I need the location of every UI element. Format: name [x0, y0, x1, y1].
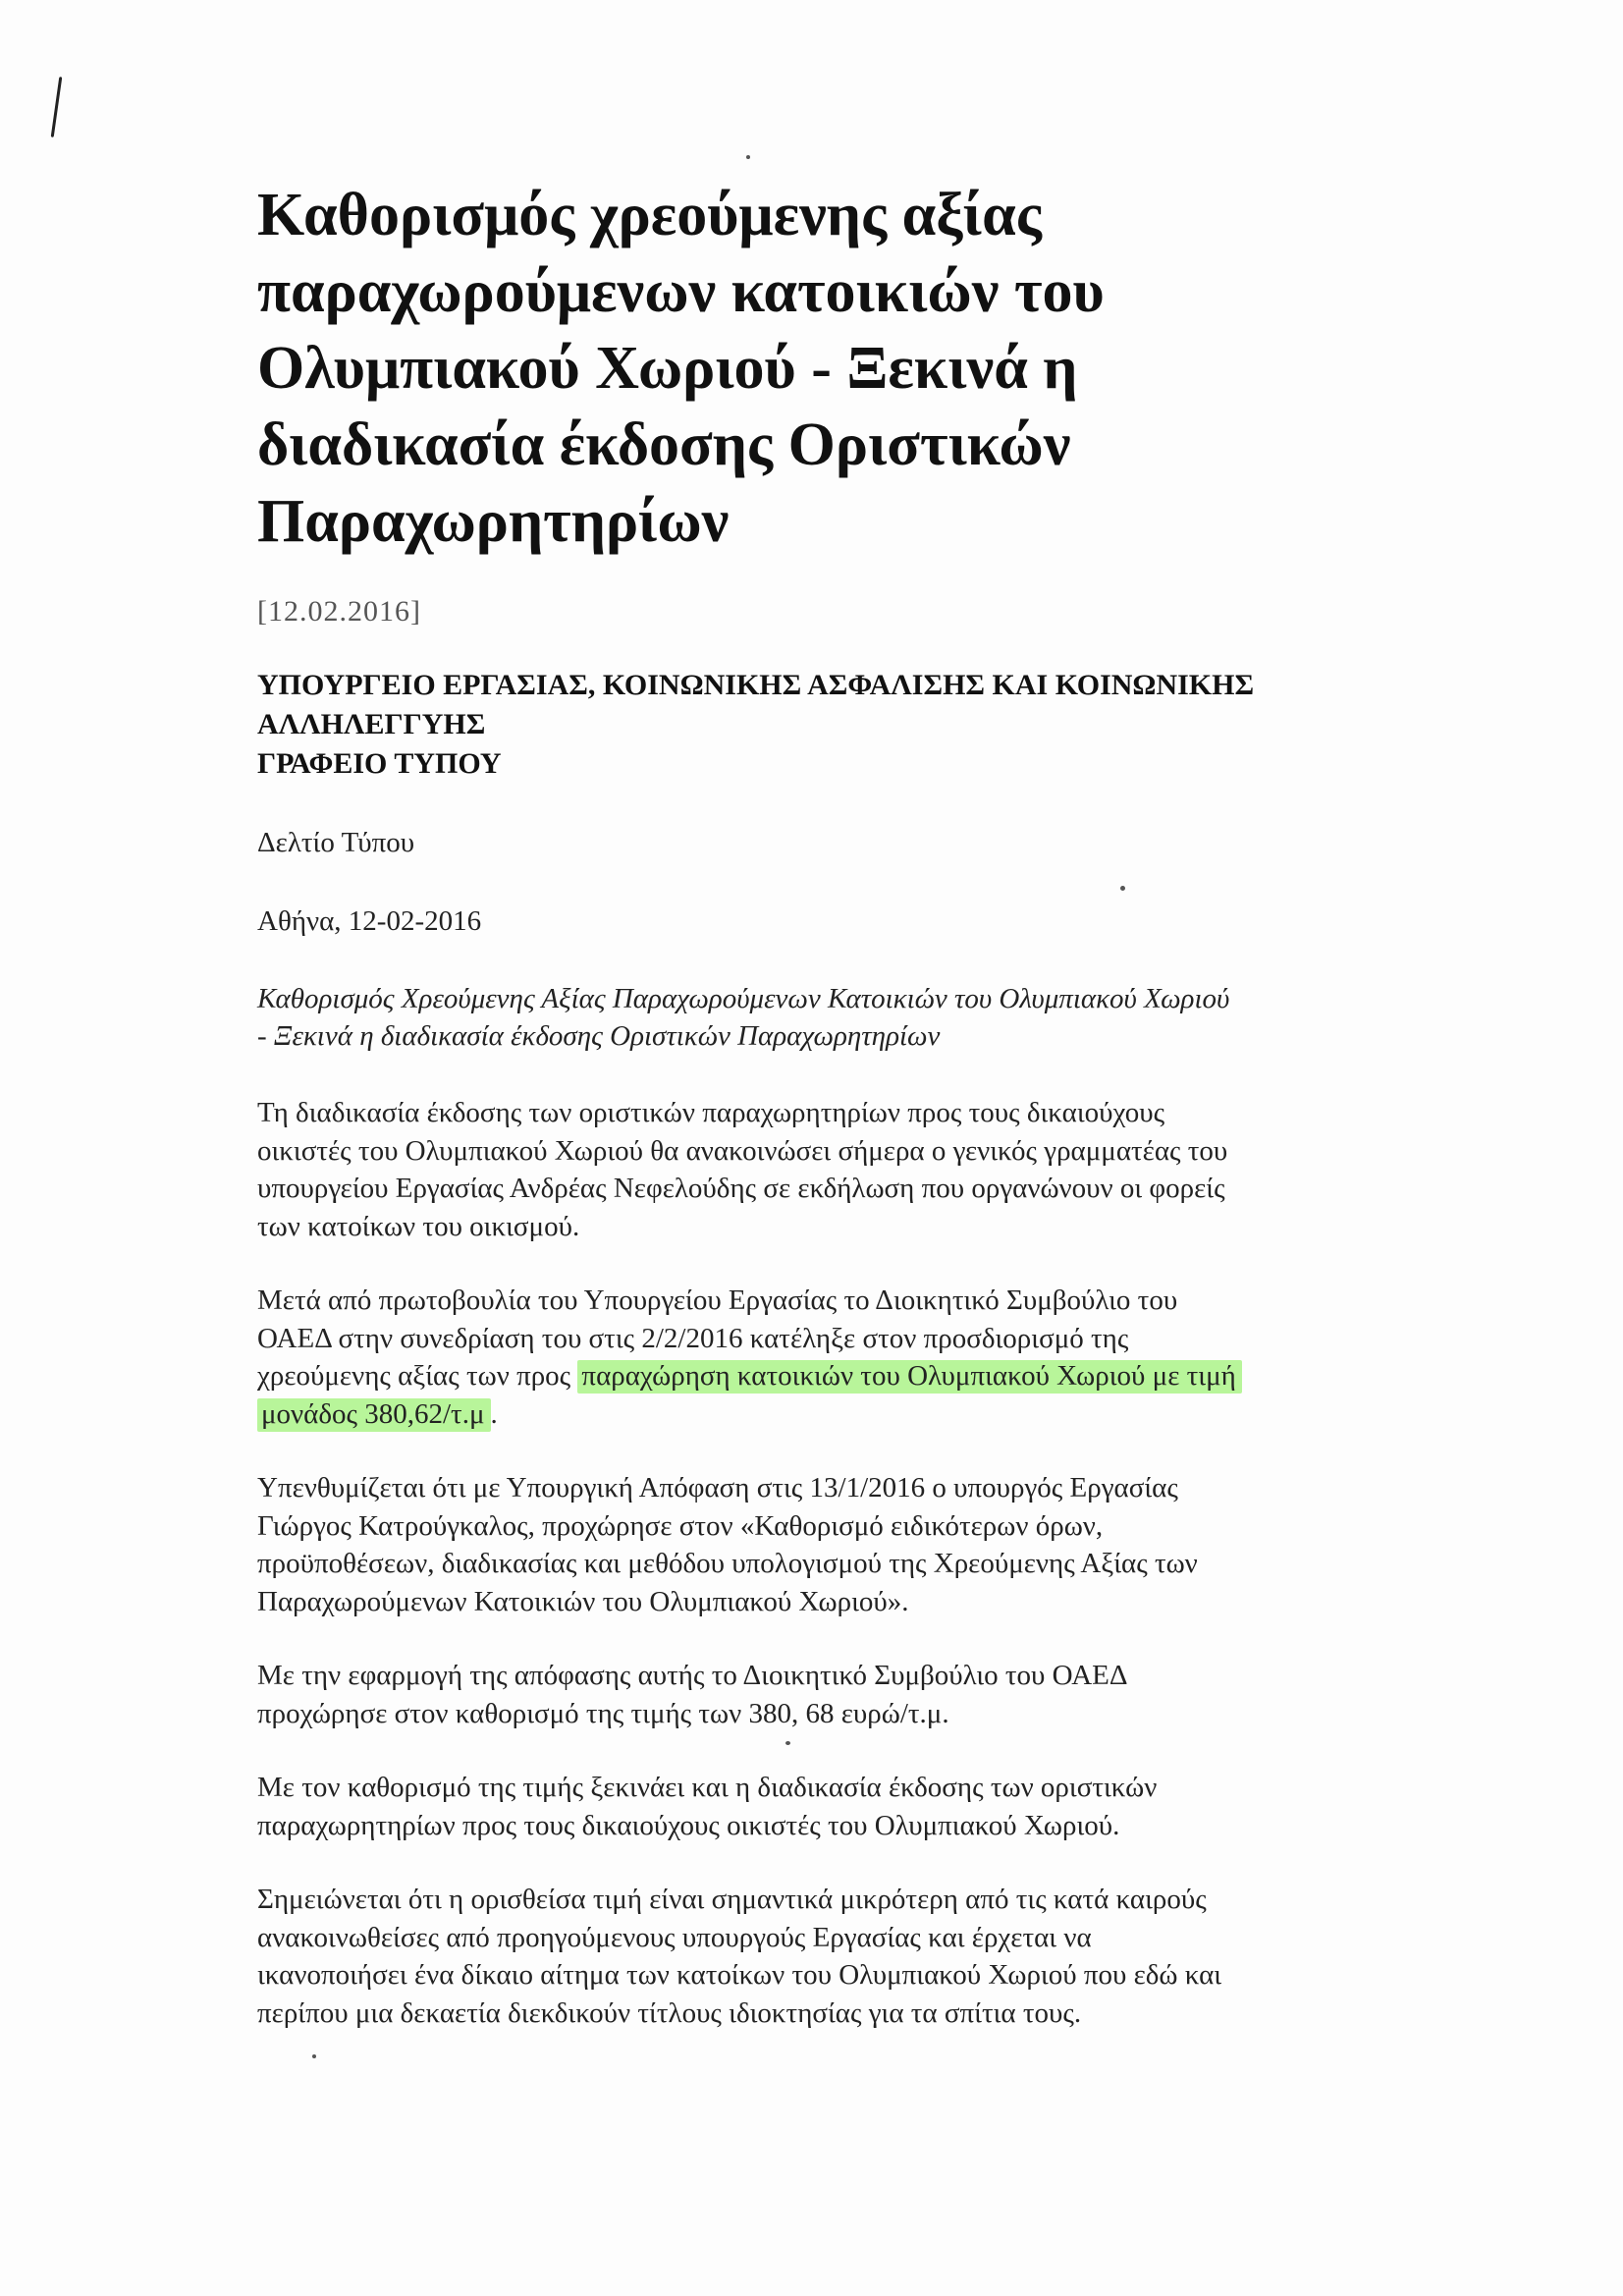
- paragraph-line: [257, 1357, 1416, 1395]
- paragraph-line: Με την εφαρμογή της απόφασης αυτής το Διοικητικό Συμβούλιο του ΟΑΕΔ: [257, 1660, 1128, 1691]
- subtitle-line: Καθορισμός Χρεούμενης Αξίας Παραχωρούμενων Κατοικιών του Ολυμπιακού Χωριού: [257, 983, 1230, 1014]
- title-line: παραχωρούμενων κατοικιών του: [257, 258, 1105, 325]
- paragraph-line: προχώρησε στον καθορισμό της τιμής των 380, 68 ευρώ/τ.μ.: [257, 1697, 949, 1729]
- publication-date: [12.02.2016]: [257, 595, 421, 628]
- plain-text: χρεούμενης αξίας των προς: [257, 1360, 578, 1392]
- plain-text: .: [490, 1397, 498, 1430]
- paragraph-4: [257, 1657, 1416, 1732]
- paragraph-line: ΟΑΕΔ στην συνεδρίαση του στις 2/2/2016 κατέληξε στον προσδιορισμό της: [257, 1322, 1129, 1354]
- paragraph-6: [257, 1881, 1416, 2032]
- scan-speck: [312, 2054, 316, 2058]
- paragraph-line: Υπενθυμίζεται ότι με Υπουργική Απόφαση στις 13/1/2016 ο υπουργός Εργασίας: [257, 1472, 1178, 1503]
- paragraph-line: ικανοποιήσει ένα δίκαιο αίτημα των κατοίκων του Ολυμπιακού Χωριού που εδώ και: [257, 1959, 1222, 1991]
- paragraph-3: [257, 1469, 1416, 1620]
- paragraph-1: [257, 1094, 1416, 1245]
- paragraph-line: [257, 1395, 1416, 1434]
- paragraph-2: [257, 1282, 1416, 1433]
- paragraph-5: [257, 1769, 1416, 1844]
- paragraph-line: προϋποθέσεων, διαδικασίας και μεθόδου υπολογισμού της Χρεούμενης Αξίας των: [257, 1548, 1198, 1579]
- document-title: [257, 177, 1416, 560]
- paragraph-line: υπουργείου Εργασίας Ανδρέας Νεφελούδης σε εκδήλωση που οργανώνουν οι φορείς: [257, 1173, 1225, 1204]
- highlighted-text: παραχώρηση κατοικιών του Ολυμπιακού Χωριού με τιμή: [577, 1360, 1241, 1394]
- ministry-header: [257, 666, 1416, 784]
- place-date: Αθήνα, 12-02-2016: [257, 905, 482, 937]
- paragraph-line: Γιώργος Κατρούγκαλος, προχώρησε στον «Καθορισμό ειδικότερων όρων,: [257, 1509, 1104, 1542]
- press-release-label: Δελτίο Τύπου: [257, 827, 415, 858]
- paragraph-line: των κατοίκων του οικισμού.: [257, 1210, 580, 1242]
- paragraph-line: περίπου μια δεκαετία διεκδικούν τίτλους ιδιοκτησίας για τα σπίτια τους.: [257, 1996, 1082, 2029]
- paragraph-line: Σημειώνεται ότι η ορισθείσα τιμή είναι σημαντικά μικρότερη από τις κατά καιρούς: [257, 1884, 1207, 1915]
- title-line: Παραχωρητηρίων: [257, 488, 730, 555]
- paragraph-line: Μετά από πρωτοβουλία του Υπουργείου Εργασίας το Διοικητικό Συμβούλιο του: [257, 1285, 1178, 1316]
- document-subtitle: [257, 980, 1416, 1055]
- paragraph-line: Τη διαδικασία έκδοσης των οριστικών παραχωρητηρίων προς τους δικαιούχους: [257, 1097, 1165, 1128]
- paragraph-line: παραχωρητηρίων προς τους δικαιούχους οικιστές του Ολυμπιακού Χωριού.: [257, 1809, 1120, 1841]
- paragraph-line: Με τον καθορισμό της τιμής ξεκινάει και η διαδικασία έκδοσης των οριστικών: [257, 1772, 1158, 1803]
- title-line: Καθορισμός χρεούμενης αξίας: [257, 182, 1042, 248]
- margin-pen-mark: [51, 77, 63, 137]
- scan-speck: [746, 155, 750, 159]
- title-line: Ολυμπιακού Χωριού - Ξεκινά η: [257, 335, 1078, 402]
- ministry-line: ΑΛΛΗΛΕΓΓΥΗΣ: [257, 708, 486, 740]
- paragraph-line: Παραχωρούμενων Κατοικιών του Ολυμπιακού Χωριού».: [257, 1585, 909, 1617]
- ministry-line: ΥΠΟΥΡΓΕΙΟ ΕΡΓΑΣΙΑΣ, ΚΟΙΝΩΝΙΚΗΣ ΑΣΦΑΛΙΣΗΣ ΚΑΙ ΚΟΙΝΩΝΙΚΗΣ: [257, 669, 1255, 701]
- document-body: [257, 177, 1416, 2032]
- paragraph-line: οικιστές του Ολυμπιακού Χωριού θα ανακοινώσει σήμερα ο γενικός γραμματέας του: [257, 1134, 1228, 1167]
- paragraph-line: ανακοινωθείσες από προηγούμενους υπουργούς Εργασίας και έρχεται να: [257, 1921, 1092, 1953]
- title-line: διαδικασία έκδοσης Οριστικών: [257, 411, 1071, 478]
- subtitle-line: - Ξεκινά η διαδικασία έκδοσης Οριστικών Παραχωρητηρίων: [257, 1020, 941, 1052]
- highlighted-text: μονάδος 380,62/τ.μ: [257, 1398, 491, 1432]
- ministry-line: ΓΡΑΦΕΙΟ ΤΥΠΟΥ: [257, 747, 502, 780]
